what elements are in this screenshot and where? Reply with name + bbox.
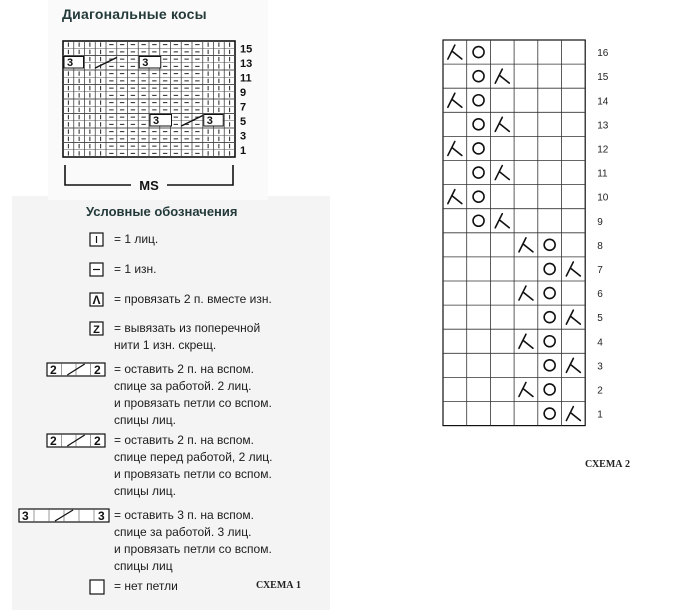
scheme2-caption: СХЕМА 2	[585, 459, 631, 470]
legend-text	[114, 507, 272, 575]
legend-text	[114, 320, 260, 354]
cable-number: 3	[67, 57, 74, 69]
scheme2-row-number: 1	[597, 409, 603, 421]
scheme2-row-number: 12	[597, 144, 609, 156]
legend-symbol-inc-glyph: Z	[93, 324, 100, 336]
legend-text-line: = провязать 2 п. вместе изн.	[114, 292, 272, 306]
legend-text-line: спицы лиц.	[114, 484, 176, 498]
legend-text-line: = 1 изн.	[114, 262, 157, 276]
cable-number: 3	[206, 115, 213, 127]
cable-number: 3	[142, 57, 149, 69]
ms-label: MS	[139, 178, 159, 193]
scheme1-row-number: 15	[240, 43, 253, 56]
legend-text-line: спице за работой. 3 лиц.	[114, 525, 252, 539]
legend-text	[114, 231, 158, 248]
scheme2-row-number: 8	[597, 240, 603, 252]
legend-text-line: спицы лиц.	[114, 413, 176, 427]
legend-text	[114, 291, 272, 308]
scheme2-row-number: 6	[597, 289, 603, 301]
legend-text	[114, 432, 273, 500]
scheme2-row-number: 2	[597, 385, 603, 397]
legend-text-line: спице перед работой, 2 лиц.	[114, 450, 273, 464]
legend-symbol-cable-3-num-left: 3	[22, 509, 29, 523]
scheme2-row-number: 10	[597, 192, 609, 204]
legend-text-line: = оставить 3 п. на вспом.	[114, 508, 255, 522]
legend-text-line: и провязать петли со вспом.	[114, 396, 272, 410]
legend-text-line: = оставить 2 п. на вспом.	[114, 362, 255, 376]
scheme2-row-number: 16	[597, 48, 609, 60]
scheme2-row-number: 4	[597, 337, 603, 349]
legend-symbol-dec-glyph: Λ	[92, 293, 101, 307]
legend-symbol-cable-back-num-left: 2	[50, 363, 57, 377]
scheme2-row-number: 13	[597, 120, 609, 132]
scheme2-row-number: 9	[597, 216, 603, 228]
legend-text-line: спицы лиц	[114, 559, 173, 573]
scheme1-row-number: 7	[240, 101, 247, 114]
legend-text-line: = 1 лиц.	[114, 232, 159, 246]
legend-title: Условные обозначения	[86, 204, 238, 219]
legend-text-line: и провязать петли со вспом.	[114, 542, 272, 556]
scheme2-row-number: 5	[597, 313, 603, 325]
scheme2-row-number: 7	[597, 264, 603, 276]
scheme1-row-number: 13	[240, 57, 253, 70]
scheme2-row-number: 15	[597, 72, 609, 84]
scheme2-row-number: 11	[597, 168, 608, 180]
scheme1-caption: СХЕМА 1	[256, 580, 302, 591]
legend-text-line: = нет петли	[114, 579, 178, 593]
legend-text	[114, 361, 272, 429]
legend-symbol-cable-3-num-right: 3	[98, 509, 105, 523]
legend-symbol-cable-front-num-left: 2	[50, 434, 57, 448]
scheme2-row-number: 3	[597, 361, 603, 373]
scheme1-row-number: 11	[240, 72, 252, 85]
legend-symbol-cable-back-num-right: 2	[94, 363, 101, 377]
legend-text	[114, 261, 157, 278]
scheme1-row-number: 5	[240, 115, 247, 128]
scheme1-title: Диагональные косы	[62, 6, 207, 22]
legend-text-line: и провязать петли со вспом.	[114, 467, 272, 481]
legend-text-line: нити 1 изн. скрещ.	[114, 338, 217, 352]
scheme1-row-number: 9	[240, 86, 247, 99]
scheme1-row-number: 3	[240, 130, 247, 143]
scheme1-row-number: 1	[240, 144, 247, 157]
legend-text-line: спице за работой. 2 лиц.	[114, 379, 252, 393]
cable-number: 3	[153, 115, 160, 127]
legend-text-line: = оставить 2 п. на вспом.	[114, 433, 255, 447]
legend-symbol-cable-front-num-right: 2	[94, 434, 101, 448]
legend-text	[114, 578, 178, 595]
scheme2-row-number: 14	[597, 96, 609, 108]
legend-text-line: = вывязать из поперечной	[114, 321, 261, 335]
